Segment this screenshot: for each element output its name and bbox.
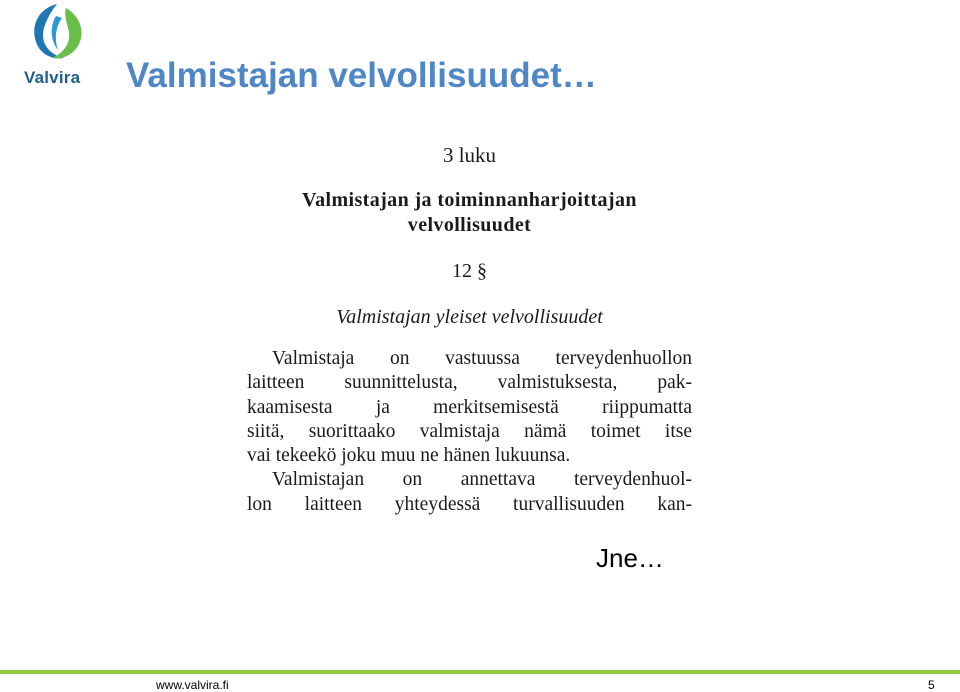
- body-line: vai tekeekö joku muu ne hänen lukuunsa.: [247, 445, 571, 467]
- body-line: Valmistajan on annettava terveydenhuol-: [272, 469, 692, 491]
- body-line: kaamisesta ja merkitsemisestä riippumatta: [247, 396, 692, 418]
- logo-text: Valvira: [24, 68, 81, 87]
- body-line: lon laitteen yhteydessä turvallisuuden kan-: [247, 493, 692, 515]
- chapter-title-line: velvollisuudet: [407, 214, 532, 236]
- page-number: 5: [928, 678, 935, 692]
- body-line: Valmistaja on vastuussa terveydenhuollon: [272, 348, 692, 369]
- section-title: Valmistajan yleiset velvollisuudet: [336, 306, 603, 328]
- page-title: Valmistajan velvollisuudet…: [126, 56, 597, 95]
- chapter-heading: 3 luku: [442, 143, 497, 167]
- chapter-title: [247, 188, 692, 238]
- footer-url: www.valvira.fi: [156, 678, 229, 692]
- continuation-text: Jne…: [596, 543, 664, 573]
- section-number: 12 §: [452, 260, 487, 282]
- chapter-title-line: Valmistajan ja toiminnanharjoittajan: [302, 189, 637, 211]
- footer-divider: [0, 670, 960, 674]
- valvira-leaf-icon: [26, 2, 88, 64]
- scanned-law-excerpt: [247, 140, 692, 517]
- valvira-logo: [22, 2, 92, 92]
- section-body: [247, 347, 692, 517]
- body-line: laitteen suunnittelusta, valmistuksesta, pak-: [247, 372, 692, 394]
- body-line: siitä, suorittaako valmistaja nämä toimet itse: [247, 420, 692, 442]
